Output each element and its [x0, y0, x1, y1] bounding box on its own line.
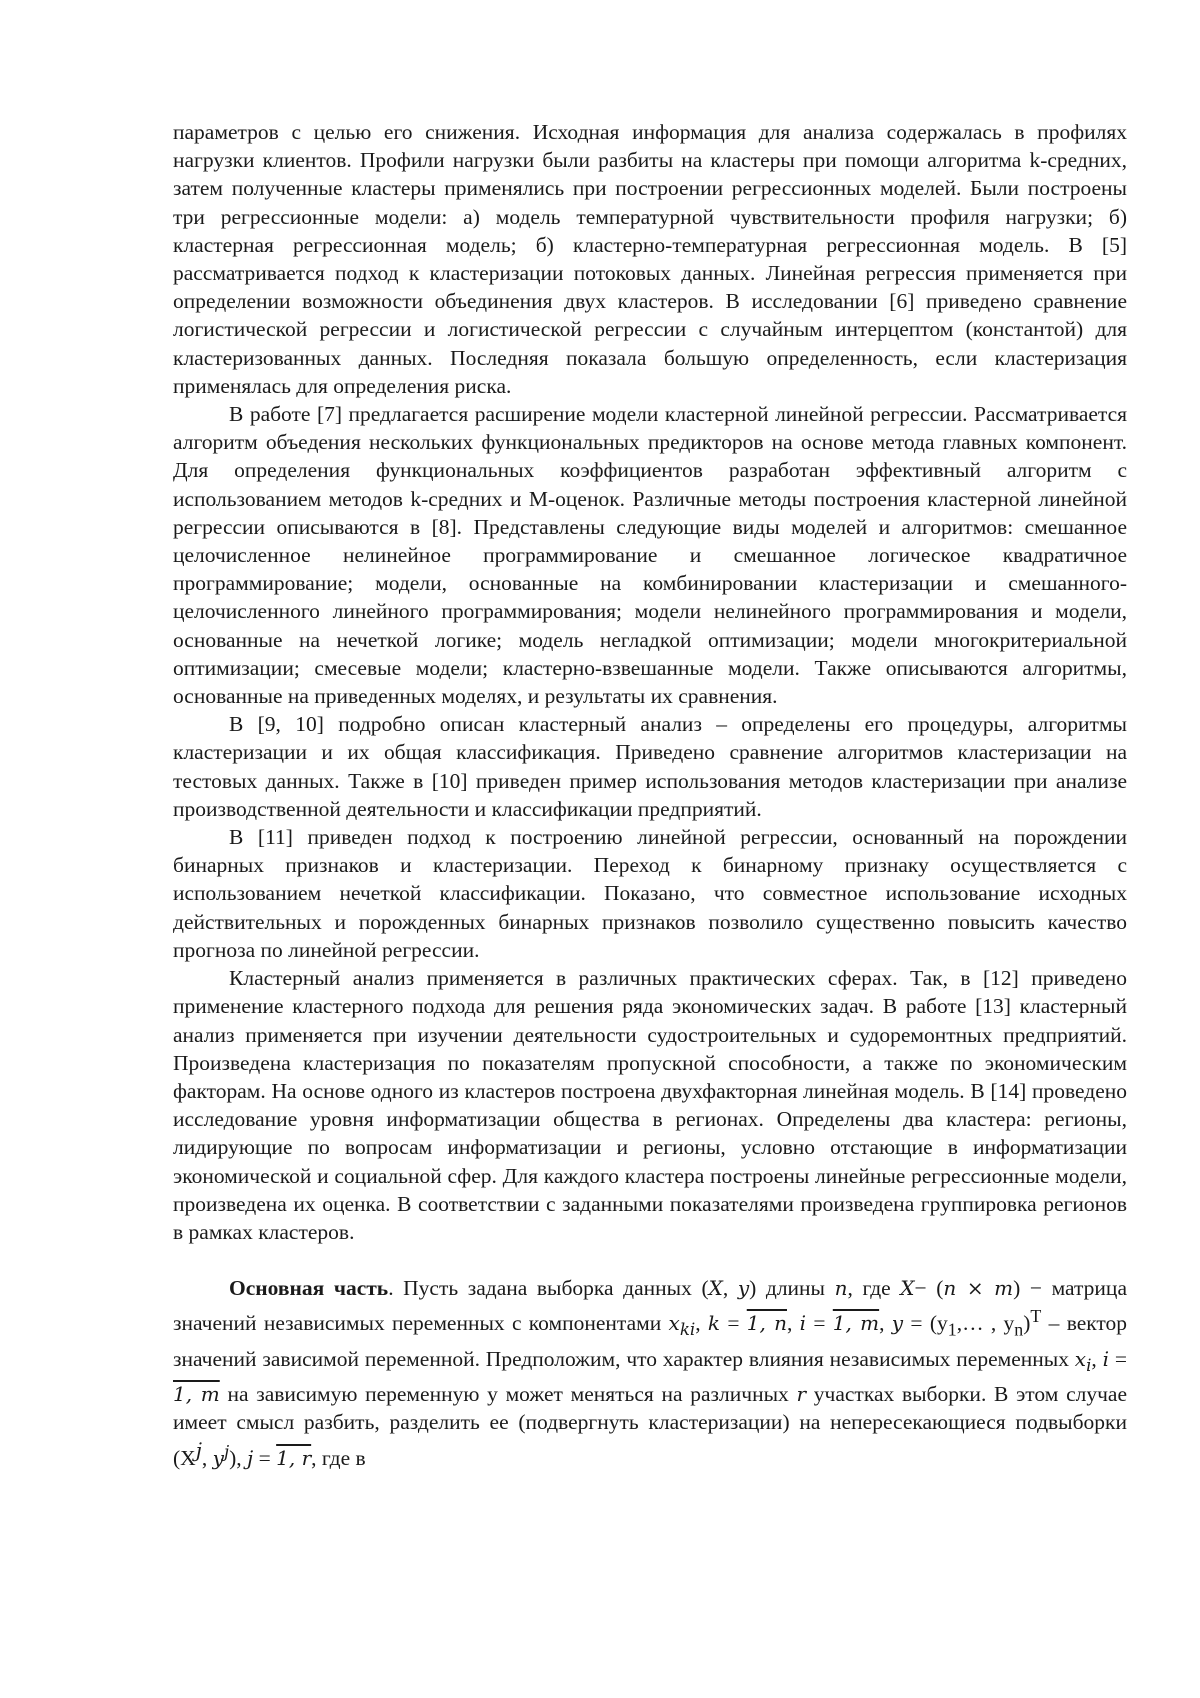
text-run: ,: [787, 1311, 800, 1336]
math-superscript-j: j: [223, 1442, 230, 1462]
text-run: ,: [722, 1276, 738, 1301]
math-eq: =: [806, 1311, 833, 1336]
text-run: , где: [847, 1276, 901, 1301]
section-heading: Основная часть: [229, 1276, 389, 1301]
math-part: (y: [929, 1311, 948, 1336]
math-range-1-m: 1, m: [173, 1381, 220, 1406]
math-eq: =: [1109, 1346, 1127, 1371]
math-subscript: 1: [947, 1319, 957, 1340]
math-superscript: T: [1030, 1306, 1042, 1327]
main-section-paragraph: [173, 1274, 1127, 1473]
math-part: ): [1023, 1311, 1031, 1336]
math-n-times-m: n × m: [943, 1276, 1014, 1301]
paragraph-5: Кластерный анализ применяется в различных практических сферах. Так, в [12] приведено применение кластерного подхода для решения ряда экономических задач. В работе [13] кластерный анализ применяется при изучении деятельности судостроительных и судоремонтных предприятий. Произведена кластеризация по показателям пропускной способности, а также по экономическим факторам. На основе одного из кластеров построена двухфакторная линейная модель. В [14] проведено исследование уровня информатизации общества в регионах. Определены два кластера: регионы, лидирующие по вопросам информатизации и регионы, условно отстающие в информатизации экономической и социальной сфер. Для каждого кластера построены линейные регрессионные модели, произведена их оценка. В соответствии с заданными показателями произведена группировка регионов в рамках кластеров.: [173, 966, 1127, 1244]
math-eq: =: [903, 1311, 930, 1336]
math-y: y: [212, 1446, 224, 1471]
math-n: n: [834, 1276, 848, 1301]
text-run: ,: [879, 1311, 892, 1336]
math-x-ki: [668, 1311, 696, 1340]
text-run: . Пусть задана выборка данных (: [388, 1276, 709, 1301]
math-x-i: [1074, 1346, 1092, 1375]
text-run: ,: [695, 1311, 708, 1336]
math-y-j: [212, 1442, 230, 1471]
math-subscript: n: [1014, 1319, 1024, 1340]
math-r: r: [796, 1381, 807, 1406]
math-j: j: [247, 1446, 254, 1471]
paragraph-1: параметров с целью его снижения. Исходная информация для анализа содержалась в профилях нагрузки клиентов. Профили нагрузки были разбиты на кластеры при помощи алгоритма k-средних, затем полученные кластеры применялись при построении регрессионных моделей. Были построены три регрессионные модели: а) модель температурной чувствительности профиля нагрузки; б) кластерная регрессионная модель; б) кластерно-температурная регрессионная модель. В [5] рассматривается подход к кластеризации потоковых данных. Линейная регрессия применяется при определении возможности объединения двух кластеров. В исследовании [6] приведено сравнение логистической регрессии и логистической регрессии с случайным интерцептом (константой) для кластеризованных данных. Последняя показала большую определенность, если кластеризация применялась для определения риска.: [173, 120, 1127, 398]
paragraph-4: В [11] приведен подход к построению линейной регрессии, основанный на порождении бинарных признаков и кластеризации. Переход к бинарному признаку осуществляется с использованием нечеткой классификации. Показано, что совместное использование исходных действительных и порожденных бинарных признаков позволило существенно повысить качество прогноза по линейной регрессии.: [173, 825, 1127, 962]
text-run: ) − матрица значений независимых переменных с компонентами: [173, 1276, 1127, 1336]
text-run: ) длины: [749, 1276, 835, 1301]
text-run: ),: [229, 1446, 248, 1471]
math-range-1-n: 1, n: [746, 1311, 787, 1336]
text-run: ,: [1091, 1346, 1103, 1371]
math-subscript: i: [1086, 1355, 1092, 1375]
math-X: X: [708, 1276, 723, 1301]
math-superscript-j: j: [195, 1438, 202, 1463]
math-x: x: [668, 1311, 680, 1336]
text-run: ,: [201, 1446, 213, 1471]
section-gap: [173, 1246, 1127, 1274]
math-y: y: [737, 1276, 750, 1301]
math-eq: =: [720, 1311, 747, 1336]
math-x: x: [1074, 1346, 1087, 1371]
math-range-1-r: 1, r: [276, 1446, 312, 1471]
math-vector-y: [929, 1306, 1042, 1340]
text-run: – вектор значений зависимой переменной. Предположим, что характер влияния независимых переменных: [173, 1311, 1128, 1371]
math-X: X: [900, 1276, 915, 1301]
math-subscript: ki: [679, 1320, 696, 1340]
text-run: участках выборки. В этом случае имеет смысл разбить, разделить ее (подвергнуть кластеризации) на непересекающиеся подвыборки (X: [173, 1381, 1127, 1471]
document-page: [173, 118, 1127, 1473]
math-eq: =: [253, 1446, 277, 1471]
paragraph-2: В работе [7] предлагается расширение модели кластерной линейной регрессии. Рассматривается алгоритм объедения нескольких функциональных предикторов на основе метода главных компонент. Для определения функциональных коэффициентов разработан эффективный алгоритм с использованием методов k-средних и M-оценок. Различные методы построения кластерной линейной регрессии описываются в [8]. Представлены следующие виды моделей и алгоритмов: смешанное целочисленное нелинейное программирование и смешанное логическое квадратичное программирование; модели, основанные на комбинировании кластеризации и смешанного-целочисленного линейного программирования; модели нелинейного программирования и модели, основанные на нечеткой логике; модель негладкой оптимизации; модели многокритериальной оптимизации; смесевые модели; кластерно-взвешанные модели. Также описываются алгоритмы, основанные на приведенных моделях, и результаты их сравнения.: [173, 402, 1127, 709]
math-y: y: [891, 1311, 904, 1336]
math-i: i: [799, 1311, 807, 1336]
text-run: − (: [914, 1276, 944, 1301]
text-run: , где в: [311, 1446, 366, 1471]
math-part: ,… , y: [956, 1311, 1015, 1336]
paragraph-3: В [9, 10] подробно описан кластерный анализ – определены его процедуры, алгоритмы кластеризации и их общая классификация. Приведено сравнение алгоритмов кластеризации на тестовых данных. Также в [10] приведен пример использования методов кластеризации при анализе производственной деятельности и классификации предприятий.: [173, 712, 1127, 821]
math-i: i: [1102, 1346, 1110, 1371]
math-range-1-m: 1, m: [832, 1311, 880, 1336]
math-k: k: [707, 1311, 721, 1336]
text-run: на зависимую переменную y может меняться на различных: [219, 1381, 797, 1406]
